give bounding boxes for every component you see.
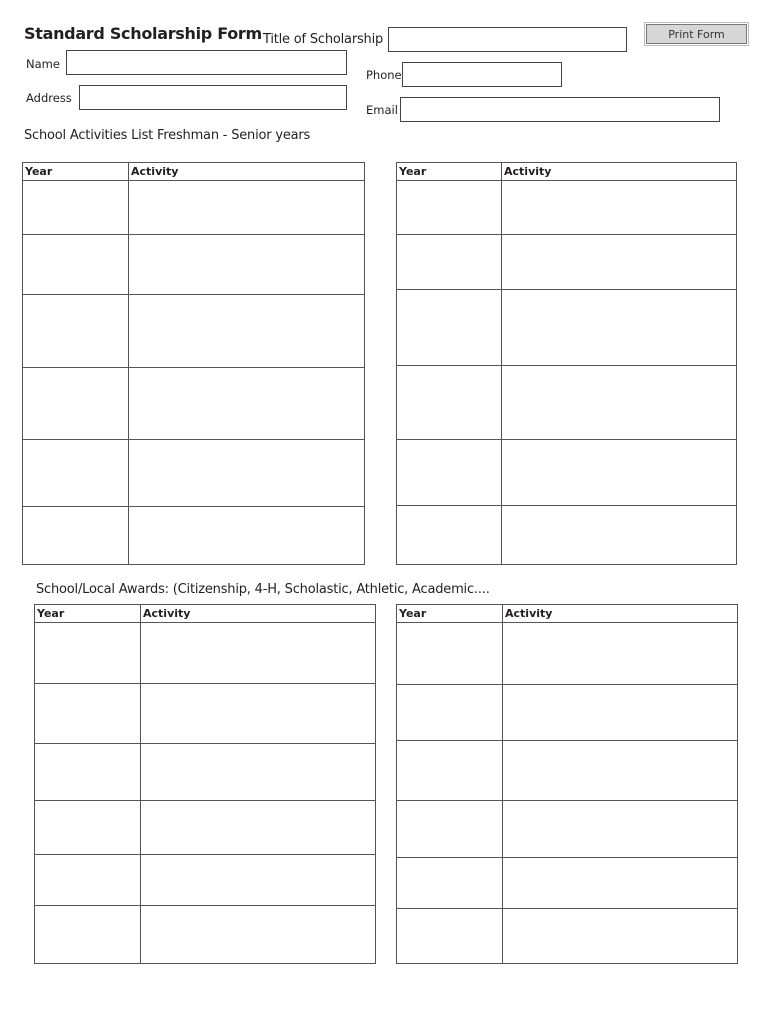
phone-field[interactable] [402,62,562,87]
year-cell[interactable] [23,181,129,235]
year-cell[interactable] [23,368,129,440]
activity-column-header: Activity [141,605,376,623]
year-cell[interactable] [397,858,503,909]
year-column-header: Year [35,605,141,623]
activity-cell[interactable] [129,368,365,440]
activity-column-header: Activity [129,163,365,181]
form-title: Standard Scholarship Form [24,24,262,43]
year-cell[interactable] [35,623,141,684]
name-label: Name [26,57,60,71]
activity-cell[interactable] [502,366,737,440]
activity-cell[interactable] [503,858,738,909]
activity-cell[interactable] [129,507,365,565]
awards-table-left [34,604,376,964]
activity-cell[interactable] [503,801,738,858]
activity-cell[interactable] [129,181,365,235]
email-field[interactable] [400,97,720,122]
activities-section-heading: School Activities List Freshman - Senior years [24,128,311,143]
activity-cell[interactable] [129,440,365,507]
year-cell[interactable] [397,801,503,858]
activities-table-left [22,162,365,565]
year-cell[interactable] [35,855,141,906]
activity-cell[interactable] [503,741,738,801]
year-cell[interactable] [397,685,503,741]
activity-cell[interactable] [502,181,737,235]
year-cell[interactable] [35,684,141,744]
activity-column-header: Activity [502,163,737,181]
activity-cell[interactable] [141,744,376,801]
name-field[interactable] [66,50,347,75]
activity-cell[interactable] [502,290,737,366]
year-column-header: Year [397,163,502,181]
email-label: Email [366,103,398,117]
year-cell[interactable] [397,741,503,801]
year-cell[interactable] [397,440,502,506]
address-field[interactable] [79,85,347,110]
activity-column-header: Activity [503,605,738,623]
year-cell[interactable] [23,235,129,295]
year-cell[interactable] [23,295,129,368]
year-cell[interactable] [397,366,502,440]
phone-label: Phone [366,68,402,82]
awards-table-right [396,604,738,964]
year-cell[interactable] [397,235,502,290]
activity-cell[interactable] [503,685,738,741]
activity-cell[interactable] [141,623,376,684]
activity-cell[interactable] [503,909,738,964]
year-cell[interactable] [397,909,503,964]
year-column-header: Year [397,605,503,623]
year-cell[interactable] [35,801,141,855]
activity-cell[interactable] [502,235,737,290]
awards-section-heading: School/Local Awards: (Citizenship, 4-H, Scholastic, Athletic, Academic.... [36,582,490,597]
activity-cell[interactable] [129,295,365,368]
activity-cell[interactable] [129,235,365,295]
year-column-header: Year [23,163,129,181]
year-cell[interactable] [23,440,129,507]
activity-cell[interactable] [503,623,738,685]
activity-cell[interactable] [141,684,376,744]
title-of-scholarship-label: Title of Scholarship [263,32,384,47]
year-cell[interactable] [397,623,503,685]
activities-table-right [396,162,737,565]
year-cell[interactable] [35,744,141,801]
year-cell[interactable] [35,906,141,964]
address-label: Address [26,91,72,105]
activity-cell[interactable] [502,440,737,506]
print-form-button[interactable]: Print Form [646,24,747,44]
year-cell[interactable] [397,290,502,366]
year-cell[interactable] [23,507,129,565]
year-cell[interactable] [397,506,502,565]
activity-cell[interactable] [141,906,376,964]
activity-cell[interactable] [502,506,737,565]
title-of-scholarship-field[interactable] [388,27,627,52]
year-cell[interactable] [397,181,502,235]
activity-cell[interactable] [141,855,376,906]
activity-cell[interactable] [141,801,376,855]
